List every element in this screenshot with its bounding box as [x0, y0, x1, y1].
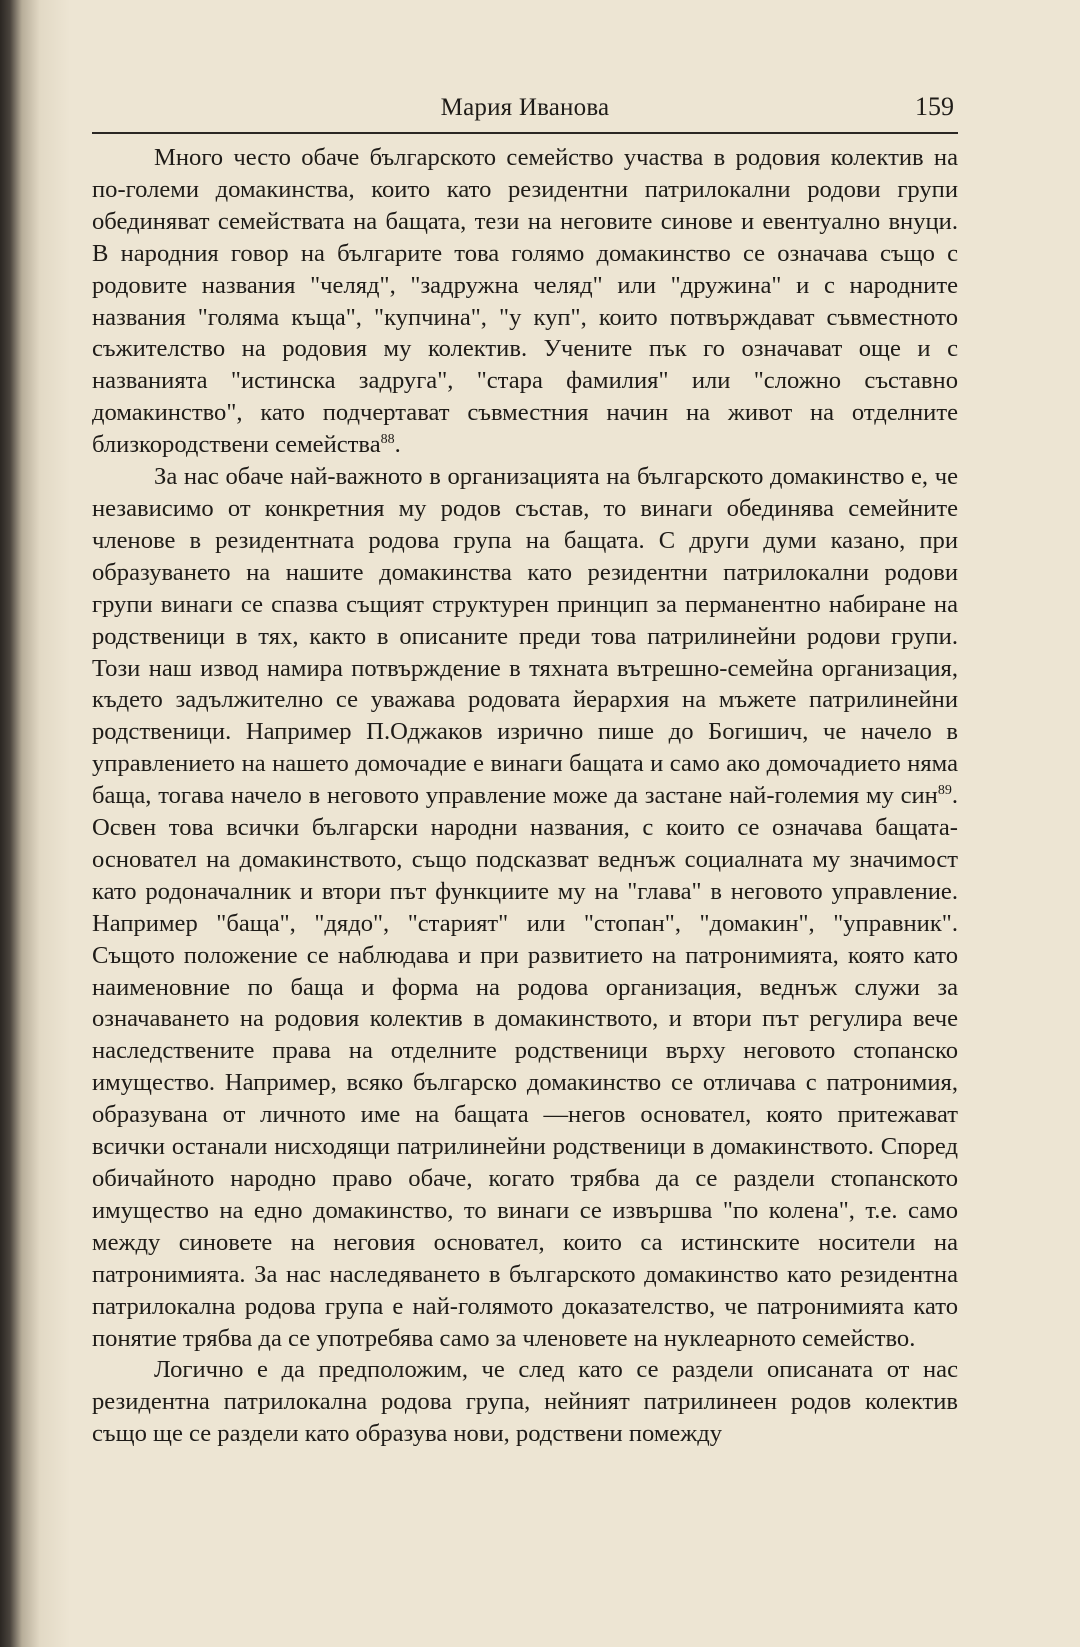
header-rule — [92, 132, 958, 134]
footnote-ref-89: 89 — [937, 782, 952, 798]
paragraph-3-text: Логично е да предположим, че след като се раздели описаната от нас резидентна патрилокална родова група, нейният патрилинеен родов колектив също ще се раздели като образува нови, родствени помежду — [92, 1356, 958, 1448]
paragraph-2 — [92, 461, 958, 1354]
page-content — [92, 88, 958, 1450]
paragraph-3 — [92, 1354, 958, 1450]
paragraph-1-tail: . — [394, 431, 401, 459]
paragraph-1-text: Много често обаче българското семейство участва в родовия колектив на по-големи домакинства, които като резидентни патрилокални родови групи обединяват семействата на бащата, тези на неговите синове и евентуално внуци. В народния говор на българите това голямо домакинство се означава също с родовите названия "челяд", "задружна челяд" или "дружина" и с народните названия "голяма къща", "купчина", "у куп", които потвърждават съвместното съжителство на родовия му колектив. Учените пък го означават още и с названията "истинска задруга", "стара фамилия" или "сложно съставно домакинство", като подчертават съвместния начин на живот на отделните близкородствени семейства — [92, 144, 958, 459]
paragraph-2-text: За нас обаче най-важното в организацията на българското домакинство е, че независимо от конкретния му родов състав, то винаги обединява семейните членове в резидентната родова група на бащата. С други думи казано, при образуването на нашите домакинства като резидентни патрилокални родови групи винаги се спазва същият структурен принцип за перманентно набиране на родственици в тях, както в описаните преди това патрилинейни родови групи. Този наш извод намира потвърждение в тяхната вътрешно-семейна организация, където задължително се уважава родовата йерархия на мъжете патрилинейни родственици. Например П.Оджаков изрично пише до Богишич, че начело в управлението на нашето домочадие е винаги бащата и само ако домочадието няма баща, тогава начело в неговото управление може да застане най-големия му син — [92, 463, 958, 810]
body-text — [92, 142, 958, 1450]
page-number: 159 — [915, 92, 954, 121]
running-head-author: Мария Иванова — [440, 94, 610, 121]
paragraph-1 — [92, 142, 958, 461]
paragraph-2-tail: . Освен това всички български народни названия, с които се означава бащата-основател на домакинството, също подсказват веднъж социалната му значимост като родоначалник и втори път функциите му на "глава" в неговото управление. Например "баща", "дядо", "старият" или "стопан", "домакин", "управник". Същото положение се наблюдава и при развитието на патронимията, която като наименовние по баща и форма на родова организация, веднъж служи за означаването на родовия колектив в домакинството, и втори път регулира вече наследствените права на отделните родственици върху неговото стопанско имущество. Например, всяко българско домакинство се отличава с патронимия, образувана от личното име на бащата —негов основател, която притежават всички останали нисходящи патрилинейни родственици в домакинството. Според обичайното народно право обаче, когато трябва да се раздели стопанското имущество на едно домакинство, то винаги се извършва "по колена", т.е. само между синовете на неговия основател, които са истинските носители на патронимията. За нас наследяването в българското домакинство като резидентна патрилокална родова група е най-голямото доказателство, че патронимията като понятие трябва да се употребява само за членовете на нуклеарното семейство. — [92, 782, 958, 1352]
running-header — [92, 88, 958, 134]
footnote-ref-88: 88 — [380, 431, 395, 447]
